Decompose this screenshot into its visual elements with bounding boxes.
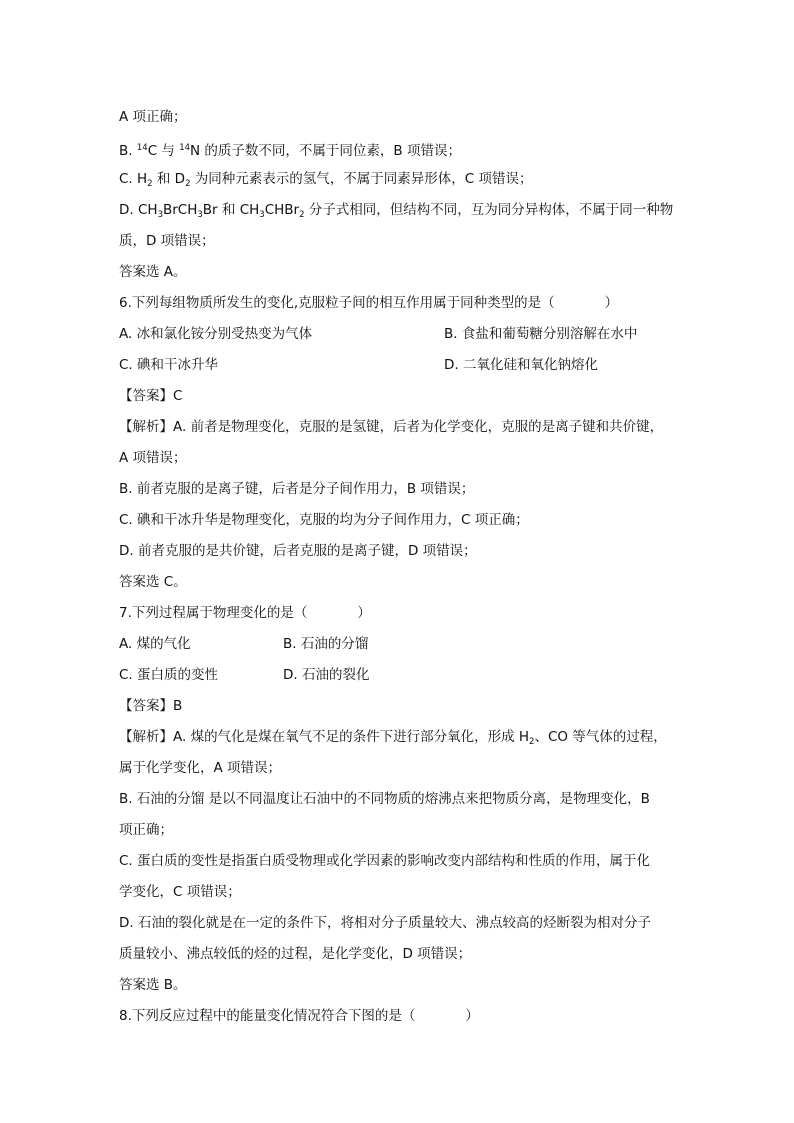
option-b: B. 食盐和葡萄糖分别溶解在水中 (444, 326, 638, 342)
option-c: C. 碘和干冰升华 (119, 357, 219, 373)
document-page (119, 102, 679, 1032)
text-span: 【解析】A. 煤的气化是煤在氧气不足的条件下进行部分氧化，形成 H (119, 729, 530, 745)
option-d: D. 石油的裂化 (283, 667, 370, 683)
explanation-line (119, 939, 679, 970)
text-span: 、CO 等气体的过程， (534, 729, 667, 745)
text-line (119, 226, 679, 257)
text-span: 【答案】C (119, 388, 183, 404)
text-span: A 项错误； (119, 450, 187, 466)
explanation-line (119, 846, 679, 877)
question-close: ） (604, 295, 619, 311)
text-span: 答案选 B。 (119, 977, 187, 993)
text-span: 【答案】B (119, 698, 183, 714)
text-line (119, 195, 679, 226)
explanation-line (119, 474, 679, 505)
subscript: 2 (529, 737, 535, 747)
text-span: BrCH (162, 202, 198, 218)
question-text: 6.下列每组物质所发生的变化,克服粒子间的相互作用属于同种类型的是（ (119, 295, 555, 311)
option-c: C. 蛋白质的变性 (119, 667, 219, 683)
text-span: B. 石油的分馏 是以不同温度让石油中的不同物质的熔沸点来把物质分离，是物理变化，B (119, 791, 650, 807)
text-span: B. (119, 143, 137, 159)
text-span: A 项正确； (119, 109, 187, 125)
text-span: 分子式相同，但结构不同，互为同分异构体，不属于同一种物 (304, 202, 674, 218)
question-close: ） (465, 1008, 479, 1024)
subscript: 2 (299, 210, 305, 220)
text-span: 答案选 C。 (119, 574, 187, 590)
text-span: 为同种元素表示的氢气，不属于同素异形体，C 项错误； (190, 171, 533, 187)
options-row (119, 350, 679, 381)
explanation-line (119, 753, 679, 784)
question-text: 7.下列过程属于物理变化的是（ (119, 605, 308, 621)
subscript: 3 (157, 210, 163, 220)
options-row (119, 319, 679, 350)
question-8 (119, 1001, 679, 1032)
superscript: 14 (136, 143, 148, 153)
explanation-line (119, 536, 679, 567)
answer-conclusion (119, 257, 679, 288)
explanation-line (119, 722, 679, 753)
answer-conclusion (119, 567, 679, 598)
text-span: 和 D (152, 171, 186, 187)
explanation-line (119, 505, 679, 536)
text-span: 【解析】A. 前者是物理变化，克服的是氢键，后者为化学变化，克服的是离子键和共价键， (119, 419, 664, 435)
subscript: 3 (259, 210, 265, 220)
answer-label (119, 691, 679, 722)
text-span: 属于化学变化，A 项错误； (119, 760, 282, 776)
text-span: C. 蛋白质的变性是指蛋白质受物理或化学因素的影响改变内部结构和性质的作用，属于化 (119, 853, 651, 869)
superscript: 14 (179, 143, 191, 153)
text-span: Br 和 CH (202, 202, 260, 218)
text-span: D. CH (119, 202, 158, 218)
option-a: A. 冰和氯化铵分别受热变为气体 (119, 326, 313, 342)
question-close: ） (357, 605, 371, 621)
option-b: B. 石油的分馏 (283, 636, 369, 652)
answer-label (119, 381, 679, 412)
question-7 (119, 598, 679, 629)
text-line (119, 133, 679, 164)
text-span: 质，D 项错误； (119, 233, 215, 249)
text-span: 答案选 A。 (119, 264, 187, 280)
text-line (119, 164, 679, 195)
options-row (119, 629, 679, 660)
text-span: CHBr (264, 202, 300, 218)
explanation-line (119, 908, 679, 939)
subscript: 2 (147, 179, 153, 189)
text-span: B. 前者克服的是离子键，后者是分子间作用力，B 项错误； (119, 481, 475, 497)
text-span: 项正确； (119, 822, 173, 838)
explanation-line (119, 877, 679, 908)
answer-conclusion (119, 970, 679, 1001)
text-span: D. 前者克服的是共价键，后者克服的是离子键，D 项错误； (119, 543, 477, 559)
option-d: D. 二氧化硅和氧化钠熔化 (444, 357, 598, 373)
subscript: 2 (185, 179, 191, 189)
text-span: 质量较小、沸点较低的烃的过程，是化学变化，D 项错误； (119, 946, 472, 962)
question-text: 8.下列反应过程中的能量变化情况符合下图的是（ (119, 1008, 416, 1024)
text-span: N 的质子数不同，不属于同位素，B 项错误； (190, 143, 461, 159)
text-span: C. 碘和干冰升华是物理变化，克服的均为分子间作用力，C 项正确； (119, 512, 529, 528)
question-6 (119, 288, 679, 319)
text-span: 学变化，C 项错误； (119, 884, 241, 900)
text-line (119, 102, 679, 133)
explanation-line (119, 784, 679, 815)
option-a: A. 煤的气化 (119, 636, 191, 652)
options-row (119, 660, 679, 691)
text-span: D. 石油的裂化就是在一定的条件下，将相对分子质量较大、沸点较高的烃断裂为相对分子 (119, 915, 651, 931)
subscript: 3 (197, 210, 203, 220)
text-span: C 与 (147, 143, 180, 159)
explanation-line (119, 443, 679, 474)
text-span: C. H (119, 171, 148, 187)
explanation-line (119, 815, 679, 846)
explanation-line (119, 412, 679, 443)
